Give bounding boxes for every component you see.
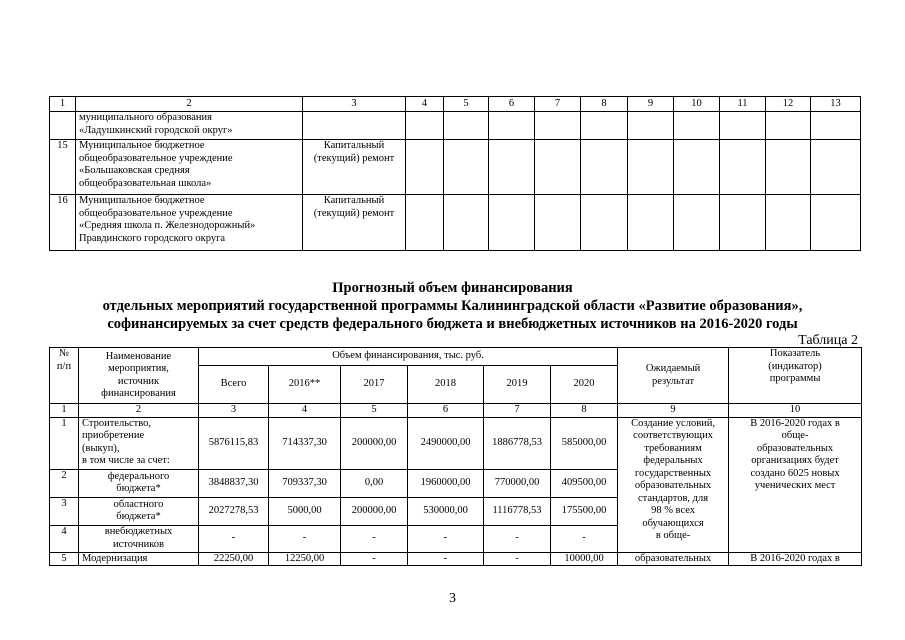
table-header-row xyxy=(50,97,861,112)
row-name xyxy=(79,469,199,497)
value-cell: 5000,00 xyxy=(269,497,341,525)
value-cell: 22250,00 xyxy=(199,552,269,566)
row-number: 4 xyxy=(50,525,79,552)
text-line: программы xyxy=(769,373,821,384)
text-line: государственных xyxy=(634,467,712,479)
text-line: ученических мест xyxy=(754,480,836,491)
text-line: стандартов, для xyxy=(638,492,709,504)
heading-line-2: отдельных мероприятий государственной программы Калининградской области «Развитие образования», xyxy=(102,298,803,314)
year-header: 2020 xyxy=(551,366,618,404)
text-line: организациях будет xyxy=(751,455,839,466)
text-line: внебюджетных xyxy=(104,526,173,537)
text-line: (текущий) ремонт xyxy=(313,207,395,219)
text-line: общеобразовательное учреждение xyxy=(79,207,233,219)
institution-name xyxy=(76,140,303,195)
institution-name xyxy=(76,112,303,140)
text-line: в том числе за счет: xyxy=(82,455,170,466)
text-line: приобретение xyxy=(82,430,145,441)
row-name xyxy=(79,417,199,469)
col-number: 7 xyxy=(535,97,581,112)
text-line: Ожидаемый xyxy=(645,363,701,374)
col-number: 6 xyxy=(408,404,484,418)
text-line: создано 6025 новых xyxy=(750,467,840,479)
value-cell: 12250,00 xyxy=(269,552,341,566)
value-cell: 1116778,53 xyxy=(484,497,551,525)
page-number: 3 xyxy=(449,591,456,606)
value-cell: - xyxy=(408,552,484,566)
col-number: 3 xyxy=(303,97,406,112)
value-cell: 714337,30 xyxy=(269,417,341,469)
text-line: В 2016-2020 годах в xyxy=(750,417,840,429)
indicator-value: В 2016-2020 годах в xyxy=(729,552,862,566)
row-name xyxy=(79,525,199,552)
heading-line-3: софинансируемых за счет средств федерального бюджета и внебюджетных источников на 2016-2020 годы xyxy=(107,316,798,332)
volume-header: Объем финансирования, тыс. руб. xyxy=(199,348,618,366)
col-number: 3 xyxy=(199,404,269,418)
row-number: 16 xyxy=(50,195,76,251)
text-line: Правдинского городского округа xyxy=(79,232,226,244)
text-line: (индикатор) xyxy=(768,360,822,372)
row-number: 15 xyxy=(50,140,76,195)
table-row xyxy=(50,195,861,251)
value-cell: 409500,00 xyxy=(551,469,618,497)
value-cell: - xyxy=(408,525,484,552)
value-cell: - xyxy=(484,525,551,552)
num-header xyxy=(50,348,79,404)
col-number: 9 xyxy=(618,404,729,418)
text-line: бюджета* xyxy=(116,483,161,494)
expected-result xyxy=(618,417,729,552)
heading-line-1: Прогнозный объем финансирования xyxy=(332,280,573,296)
text-line: финансирования xyxy=(101,388,176,399)
table-row xyxy=(50,417,862,469)
value-cell: 2027278,53 xyxy=(199,497,269,525)
value-cell: 200000,00 xyxy=(341,497,408,525)
year-header: 2018 xyxy=(408,366,484,404)
text-line: требованиям xyxy=(644,442,702,454)
col-number: 9 xyxy=(628,97,674,112)
text-line: муниципального образования xyxy=(79,112,212,123)
header-row xyxy=(50,348,862,366)
text-line: «Большаковская средняя xyxy=(79,165,190,176)
value-cell: 1960000,00 xyxy=(408,469,484,497)
text-line: обще- xyxy=(781,430,809,441)
value-cell: 1886778,53 xyxy=(484,417,551,469)
indicator-header xyxy=(729,348,862,404)
col-number: 10 xyxy=(674,97,720,112)
text-line: федеральных xyxy=(643,455,703,466)
text-line: Муниципальное бюджетное xyxy=(79,140,205,151)
value-cell: - xyxy=(341,525,408,552)
value-cell: 0,00 xyxy=(341,469,408,497)
value-cell: 2490000,00 xyxy=(408,417,484,469)
table-continuation xyxy=(49,96,861,251)
text-line: образовательных xyxy=(756,442,834,454)
text-line: источник xyxy=(117,375,160,387)
value-cell: 585000,00 xyxy=(551,417,618,469)
table-row xyxy=(50,552,862,566)
year-header: Всего xyxy=(199,366,269,404)
text-line: (выкуп), xyxy=(82,442,120,454)
indicator-value xyxy=(729,417,862,552)
value-cell: - xyxy=(551,525,618,552)
work-type xyxy=(303,140,406,195)
col-number: 1 xyxy=(50,97,76,112)
text-line: бюджета* xyxy=(116,511,161,522)
text-line: образовательных xyxy=(634,480,712,491)
value-cell: 10000,00 xyxy=(551,552,618,566)
value-cell: 5876115,83 xyxy=(199,417,269,469)
value-cell: 200000,00 xyxy=(341,417,408,469)
col-number: 13 xyxy=(811,97,861,112)
row-number: 5 xyxy=(50,552,79,566)
text-line: в обще- xyxy=(655,530,691,541)
text-line: источников xyxy=(112,538,164,550)
col-number: 11 xyxy=(720,97,766,112)
text-line: 98 % всех xyxy=(651,505,696,516)
text-line: результат xyxy=(652,375,695,387)
value-cell: - xyxy=(484,552,551,566)
text-line: Показатель xyxy=(769,348,821,359)
col-number: 2 xyxy=(76,97,303,112)
table-row xyxy=(50,112,861,140)
col-number: 7 xyxy=(484,404,551,418)
row-number: 1 xyxy=(50,417,79,469)
year-header: 2016** xyxy=(269,366,341,404)
value-cell: 770000,00 xyxy=(484,469,551,497)
work-type xyxy=(303,195,406,251)
col-number: 1 xyxy=(50,404,79,418)
financing-table xyxy=(49,347,862,566)
value-cell: 530000,00 xyxy=(408,497,484,525)
name-header xyxy=(79,348,199,404)
value-cell: - xyxy=(269,525,341,552)
row-number: 3 xyxy=(50,497,79,525)
value-cell: 3848837,30 xyxy=(199,469,269,497)
value-cell: 709337,30 xyxy=(269,469,341,497)
col-number: 6 xyxy=(489,97,535,112)
table-label: Таблица 2 xyxy=(798,333,858,348)
text-line: Строительство, xyxy=(82,417,151,429)
value-cell: 175500,00 xyxy=(551,497,618,525)
row-number: 2 xyxy=(50,469,79,497)
column-numbers-row xyxy=(50,404,862,418)
col-number: 8 xyxy=(551,404,618,418)
text-line: общеобразовательная школа» xyxy=(79,177,212,189)
text-line: мероприятия, xyxy=(108,363,169,374)
col-number: 10 xyxy=(729,404,862,418)
value-cell: - xyxy=(341,552,408,566)
text-line: соответствующих xyxy=(633,430,713,441)
institution-name xyxy=(76,195,303,251)
text-line: общеобразовательное учреждение xyxy=(79,152,233,164)
text-line: областного xyxy=(113,498,164,510)
text-line: «Средняя школа п. Железнодорожный» xyxy=(79,220,256,231)
row-name xyxy=(79,497,199,525)
text-line: Капитальный xyxy=(323,140,385,151)
text-line: п/п xyxy=(56,360,72,372)
year-header: 2019 xyxy=(484,366,551,404)
year-header: 2017 xyxy=(341,366,408,404)
text-line: Наименование xyxy=(105,350,172,362)
col-number: 5 xyxy=(444,97,489,112)
text-line: Капитальный xyxy=(323,195,385,206)
col-number: 2 xyxy=(79,404,199,418)
col-number: 4 xyxy=(269,404,341,418)
col-number: 5 xyxy=(341,404,408,418)
row-name: Модернизация xyxy=(79,552,199,566)
text-line: Муниципальное бюджетное xyxy=(79,195,205,206)
table-row xyxy=(50,140,861,195)
row-number xyxy=(50,112,76,140)
result-header xyxy=(618,348,729,404)
col-number: 4 xyxy=(406,97,444,112)
value-cell: - xyxy=(199,525,269,552)
work-type xyxy=(303,112,406,140)
text-line: федерального xyxy=(107,470,170,482)
col-number: 12 xyxy=(766,97,811,112)
expected-result-continued: образовательных xyxy=(618,552,729,566)
text-line: «Ладушкинский городской округ» xyxy=(79,124,233,136)
text-line: обучающихся xyxy=(642,517,704,529)
text-line: Создание условий, xyxy=(631,417,716,429)
text-line: (текущий) ремонт xyxy=(313,152,395,164)
text-line: № xyxy=(58,348,70,359)
col-number: 8 xyxy=(581,97,628,112)
